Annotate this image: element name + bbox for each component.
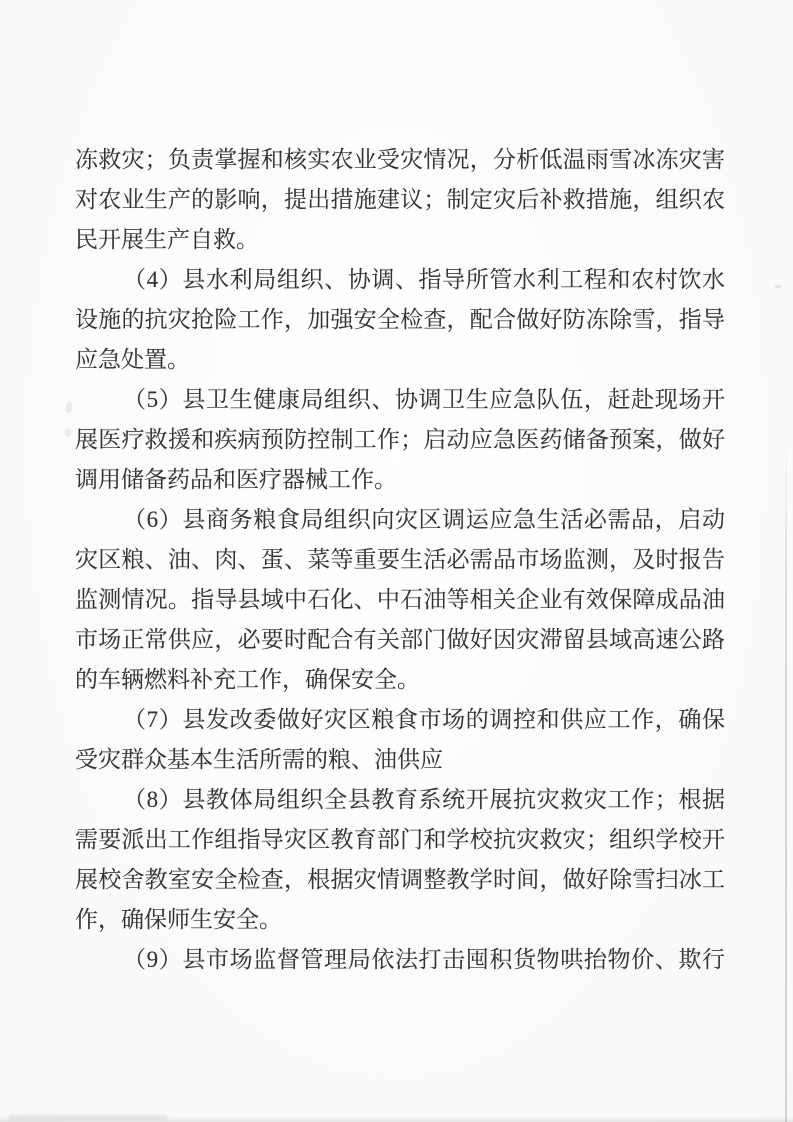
document-line-item-5: （5）县卫生健康局组织、协调卫生应急队伍，赶赴现场开 — [123, 387, 725, 412]
scan-artifact-bottom-edge — [0, 1116, 793, 1122]
document-line-item-9: （9）县市场监督管理局依法打击囤积货物哄抬物价、欺行 — [123, 947, 725, 972]
scan-artifact-left-smudge — [65, 402, 72, 414]
document-line-item-8: （8）县教体局组织全县教育系统开展抗灾救灾工作；根据 — [123, 787, 725, 812]
document-line: 展校舍教室安全检查，根据灾情调整教学时间，做好除雪扫冰工 — [75, 867, 725, 892]
document-line: 的车辆燃料补充工作，确保安全。 — [75, 667, 420, 692]
document-line: 受灾群众基本生活所需的粮、油供应 — [75, 747, 443, 772]
document-line: 调用储备药品和医疗器械工作。 — [75, 467, 397, 492]
document-line: 作，确保师生安全。 — [75, 907, 282, 932]
document-line: 冻救灾；负责掌握和核实农业受灾情况，分析低温雨雪冰冻灾害 — [75, 147, 725, 172]
scan-artifact-left-smudge — [65, 428, 72, 438]
document-line: 应急处置。 — [75, 347, 190, 372]
document-line: 监测情况。指导县域中石化、中石油等相关企业有效保障成品油 — [75, 587, 725, 612]
document-line-item-6: （6）县商务粮食局组织向灾区调运应急生活必需品，启动 — [123, 507, 725, 532]
document-line-item-4: （4）县水利局组织、协调、指导所管水利工程和农村饮水 — [123, 267, 725, 292]
document-text-block — [75, 140, 725, 980]
document-line-item-7: （7）县发改委做好灾区粮食市场的调控和供应工作，确保 — [123, 707, 725, 732]
document-line: 对农业生产的影响，提出措施建议；制定灾后补救措施，组织农 — [75, 187, 725, 212]
document-line: 展医疗救援和疾病预防控制工作；启动应急医药储备预案，做好 — [75, 427, 725, 452]
document-line: 市场正常供应，必要时配合有关部门做好因灾滞留县域高速公路 — [75, 627, 725, 652]
document-line: 设施的抗灾抢险工作，加强安全检查，配合做好防冻除雪，指导 — [75, 307, 725, 332]
scan-artifact-right-edge-line — [785, 430, 787, 1122]
scan-artifact-right-dash — [775, 285, 781, 288]
document-line: 灾区粮、油、肉、蛋、菜等重要生活必需品市场监测，及时报告 — [75, 547, 725, 572]
document-line: 需要派出工作组指导灾区教育部门和学校抗灾救灾；组织学校开 — [75, 827, 725, 852]
document-line: 民开展生产自救。 — [75, 227, 259, 252]
